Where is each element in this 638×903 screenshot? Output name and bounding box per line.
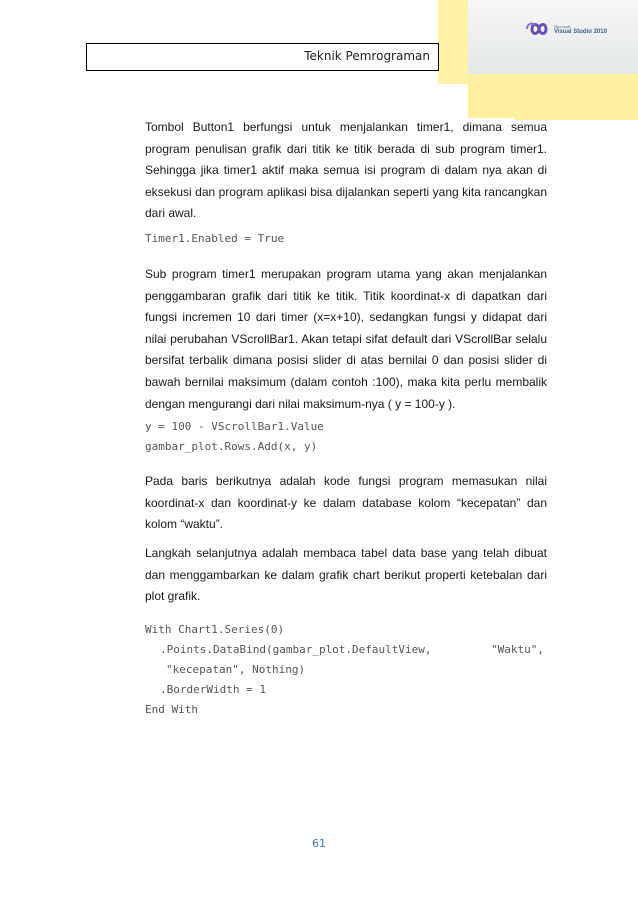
page-title: Teknik Pemrograman — [304, 49, 430, 63]
logo-text-product: Visual Studio 2010 — [554, 29, 607, 35]
code-line-with: With Chart1.Series(0) — [145, 623, 285, 636]
paragraph-chart-read: Langkah selanjutnya adalah membaca tabel data base yang telah dibuat dan menggambarkan ke dalam grafik chart berikut properti ketebalan dari plot grafik. — [145, 546, 547, 604]
page-number: 61 — [312, 837, 326, 850]
decorative-yellow-block-bottom — [468, 74, 524, 118]
paragraph-timer1: Sub program timer1 merupakan program utama yang akan menjalankan penggambaran grafik dari titik ke titik. Titik koordinat-x di dapatkan dari fungsi incremen 10 dari timer (x=x+10), sedangkan fungsi y didapat dari nilai perubahan VScrollBar1. Akan tetapi sifat default dari VScrollBar selalu bersifat terbalik dimana posisi slider di atas bernilai 0 dan posisi slider di bawah bernilai maksimum (dalam contoh :100), maka kita perlu membalik dengan mengurangi dari nilai maksimum-nya ( y = 100-y ). — [145, 267, 547, 411]
paragraph-button1: Tombol Button1 berfungsi untuk menjalankan timer1, dimana semua program penulisan grafik dari titik ke titik berada di sub program timer1. Sehingga jika timer1 aktif maka semua isi program di dalam nya akan di eksekusi dan program aplikasi bisa dijalankan seperti yang kita rancangkan dari awal. — [145, 120, 547, 221]
visual-studio-logo — [468, 0, 638, 74]
logo-text-microsoft: Microsoft — [554, 24, 571, 29]
code-line-timer-enabled: Timer1.Enabled = True — [145, 232, 285, 245]
code-line-end-with: End With — [145, 703, 198, 716]
code-line-databind: .Points.DataBind(gambar_plot.DefaultView, — [160, 643, 432, 656]
decorative-yellow-block-top — [438, 0, 468, 84]
code-line-databind-args: "kecepatan", Nothing) — [166, 663, 306, 676]
code-line-borderwidth: .BorderWidth = 1 — [160, 683, 266, 696]
code-line-rows-add: gambar_plot.Rows.Add(x, y) — [145, 440, 318, 453]
paragraph-database-insert: Pada baris berikutnya adalah kode fungsi program memasukan nilai koordinat-x dan koordinat-y ke dalam database kolom “kecepatan” dan kolom “waktu”. — [145, 474, 547, 532]
code-line-databind-waktu: "Waktu", — [491, 643, 544, 656]
code-line-y-assign: y = 100 - VScrollBar1.Value — [145, 420, 324, 433]
page-header — [86, 43, 439, 71]
infinity-logo-icon — [524, 20, 554, 38]
